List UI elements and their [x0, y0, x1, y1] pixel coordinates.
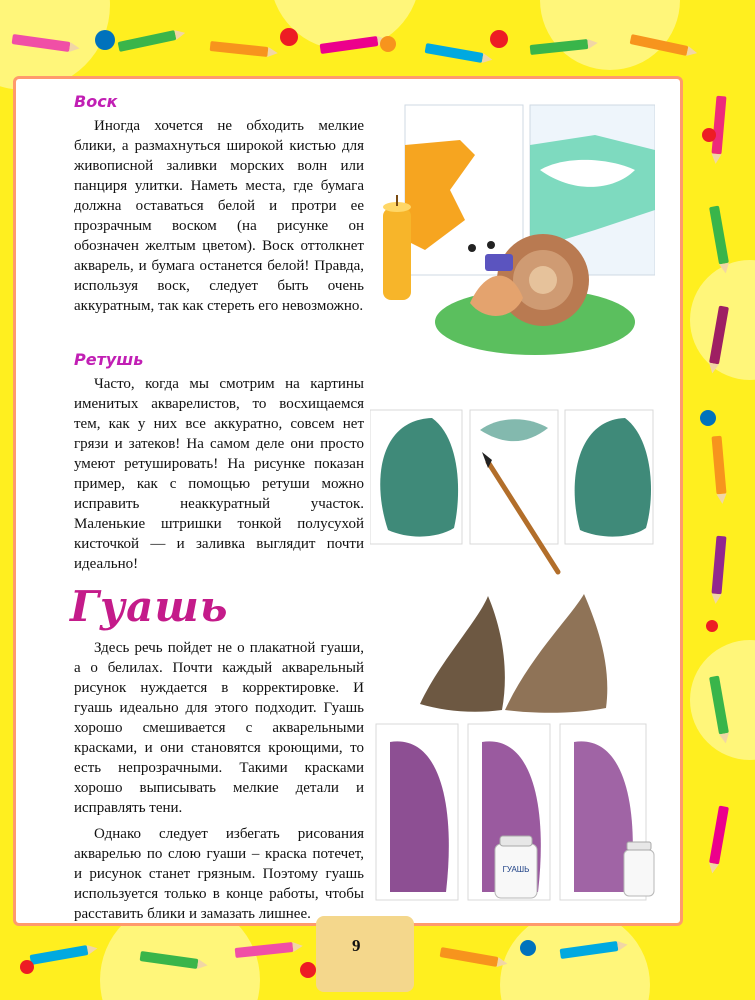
candle-icon: [383, 195, 411, 300]
wax-paragraph: Иногда хочется не обходить мелкие блики, а размахнуться широкой кистью для живописной заливки морских волн или панциря улитки. Наметь места, где бумага должна оставаться белой и протри ее прозрачным воском (на рисунке он обозначен желтым цветом). Воск оттолкнет акварель, и бумага останется белой! Правда, используя воск, следует быть очень аккуратным, так как стереть его невозможно.: [74, 118, 364, 314]
retouch-paragraph: Часто, когда мы смотрим на картины именитых акварелистов, то восхищаемся тем, как у них все аккуратно, совсем нет грязи и затеков! На самом деле они просто умеют ретушировать! На рисунке показан пример, как с помощью ретуши можно исправить неаккуратный участок. Маленькие штришки тонкой полусухой кисточкой — и заливка выглядит почти идеально!: [74, 376, 364, 572]
page-number-banner: [316, 916, 414, 992]
gouache-paragraph-1: Здесь речь пойдет не о плакатной гуаши, а о белилах. Почти каждый акварельный рисунок нуждается в корректировке. И гуашь идеально для этого подходит. Гуашь хорошо смешивается с акварельными красками, и они становятся кроющими, то есть непрозрачными. Такими красками хорошо выписывать мелкие детали и исправлять тени.: [74, 640, 364, 816]
gouache-paragraph-2: Однако следует избегать рисования акварелью по слою гуаши – краска потечет, и рисунок станет грязным. Поэтому гуашь используется только в конце работы, чтобы расставить блики и замазать лишнее.: [74, 826, 364, 922]
wax-illustration: [365, 100, 655, 358]
gouache-text: [74, 638, 364, 924]
jar-icon: [495, 836, 537, 898]
heading-retouch: Ретушь: [74, 350, 144, 369]
retouch-text: [74, 374, 364, 574]
jar-icon-2: [624, 842, 654, 896]
wing-illustration: [420, 594, 607, 713]
wax-text: [74, 116, 364, 316]
page-number: 9: [352, 936, 361, 955]
heading-wax: Воск: [74, 92, 118, 111]
retouch-illustration: [370, 408, 656, 576]
gouache-illustration: [370, 586, 656, 904]
heading-gouache: Гуашь: [70, 582, 229, 631]
jar-label: ГУАШЬ: [502, 865, 530, 874]
